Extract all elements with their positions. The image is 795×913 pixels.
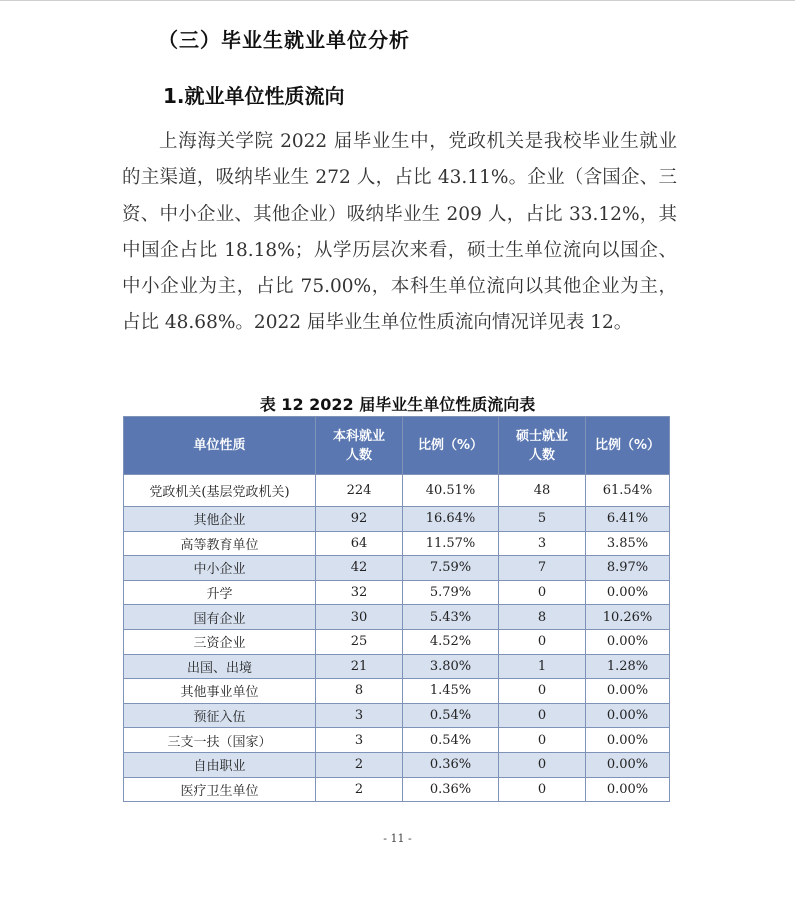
- table-row: [124, 777, 670, 802]
- cell-bachelor-ratio: 40.51%: [403, 475, 499, 507]
- cell-master-ratio: 0.00%: [586, 728, 670, 753]
- cell-unit-type: 党政机关(基层党政机关): [124, 475, 316, 507]
- cell-unit-type: 升学: [124, 580, 316, 605]
- cell-bachelor-count: 3: [316, 703, 403, 728]
- cell-unit-type: 其他企业: [124, 507, 316, 532]
- table-row: [124, 580, 670, 605]
- cell-master-count: 0: [499, 629, 586, 654]
- cell-master-ratio: 0.00%: [586, 629, 670, 654]
- cell-unit-type: 医疗卫生单位: [124, 777, 316, 802]
- header-bachelor-ratio: 比例（%）: [403, 417, 499, 475]
- cell-bachelor-ratio: 11.57%: [403, 531, 499, 556]
- page-number: - 11 -: [383, 832, 412, 845]
- cell-master-ratio: 3.85%: [586, 531, 670, 556]
- cell-bachelor-ratio: 5.43%: [403, 605, 499, 630]
- cell-bachelor-count: 21: [316, 654, 403, 679]
- header-master-count: [499, 417, 586, 475]
- cell-master-ratio: 0.00%: [586, 580, 670, 605]
- table-row: [124, 679, 670, 704]
- page-top-border: [0, 0, 795, 1]
- header-bachelor-count-line2: 人数: [345, 447, 372, 463]
- cell-bachelor-count: 25: [316, 629, 403, 654]
- cell-master-count: 7: [499, 556, 586, 581]
- cell-bachelor-count: 2: [316, 752, 403, 777]
- cell-master-count: 48: [499, 475, 586, 507]
- table-row: [124, 728, 670, 753]
- cell-bachelor-ratio: 0.54%: [403, 728, 499, 753]
- header-master-count-line2: 人数: [528, 447, 555, 463]
- table-row: [124, 752, 670, 777]
- cell-master-count: 0: [499, 728, 586, 753]
- cell-bachelor-ratio: 3.80%: [403, 654, 499, 679]
- cell-unit-type: 国有企业: [124, 605, 316, 630]
- cell-bachelor-count: 32: [316, 580, 403, 605]
- cell-master-count: 0: [499, 777, 586, 802]
- cell-master-count: 0: [499, 679, 586, 704]
- cell-bachelor-ratio: 1.45%: [403, 679, 499, 704]
- cell-master-count: 0: [499, 703, 586, 728]
- cell-master-ratio: 61.54%: [586, 475, 670, 507]
- cell-master-count: 3: [499, 531, 586, 556]
- employment-table: [123, 416, 670, 802]
- cell-master-ratio: 0.00%: [586, 752, 670, 777]
- table-caption: 表 12 2022 届毕业生单位性质流向表: [259, 395, 536, 414]
- header-master-ratio: 比例（%）: [586, 417, 670, 475]
- table-row: [124, 605, 670, 630]
- cell-bachelor-count: 92: [316, 507, 403, 532]
- cell-bachelor-ratio: 7.59%: [403, 556, 499, 581]
- cell-unit-type: 其他事业单位: [124, 679, 316, 704]
- table-row: [124, 703, 670, 728]
- cell-bachelor-ratio: 4.52%: [403, 629, 499, 654]
- cell-master-ratio: 0.00%: [586, 777, 670, 802]
- cell-master-ratio: 6.41%: [586, 507, 670, 532]
- cell-unit-type: 中小企业: [124, 556, 316, 581]
- cell-master-ratio: 1.28%: [586, 654, 670, 679]
- cell-bachelor-count: 64: [316, 531, 403, 556]
- body-paragraph: 上海海关学院 2022 届毕业生中，党政机关是我校毕业生就业的主渠道，吸纳毕业生 272 人，占比 43.11%。企业（含国企、三资、中小企业、其他企业）吸纳毕业生 209 人，占比 33.12%，其中国企占比 18.18%；从学历层次来看，硕士生单位流向以国企、中小企业为主，占比 75.00%，本科生单位流向以其他企业为主，占比 48.68%。2022 届毕业生单位性质流向情况详见表 12。: [122, 131, 677, 334]
- table-row: [124, 629, 670, 654]
- cell-unit-type: 出国、出境: [124, 654, 316, 679]
- cell-master-count: 5: [499, 507, 586, 532]
- cell-unit-type: 高等教育单位: [124, 531, 316, 556]
- cell-master-count: 1: [499, 654, 586, 679]
- table-row: [124, 531, 670, 556]
- cell-bachelor-ratio: 16.64%: [403, 507, 499, 532]
- cell-bachelor-count: 3: [316, 728, 403, 753]
- table-header-row: [124, 417, 670, 475]
- cell-master-count: 8: [499, 605, 586, 630]
- cell-bachelor-ratio: 5.79%: [403, 580, 499, 605]
- cell-unit-type: 预征入伍: [124, 703, 316, 728]
- cell-bachelor-count: 42: [316, 556, 403, 581]
- cell-master-count: 0: [499, 752, 586, 777]
- cell-master-count: 0: [499, 580, 586, 605]
- header-bachelor-count: [316, 417, 403, 475]
- cell-bachelor-ratio: 0.36%: [403, 777, 499, 802]
- cell-master-ratio: 0.00%: [586, 703, 670, 728]
- table-row: [124, 556, 670, 581]
- cell-bachelor-ratio: 0.36%: [403, 752, 499, 777]
- cell-master-ratio: 10.26%: [586, 605, 670, 630]
- header-master-count-line1: 硕士就业: [515, 428, 568, 444]
- cell-bachelor-count: 30: [316, 605, 403, 630]
- cell-unit-type: 自由职业: [124, 752, 316, 777]
- table-body: [124, 475, 670, 802]
- cell-master-ratio: 0.00%: [586, 679, 670, 704]
- table-row: [124, 475, 670, 507]
- cell-bachelor-count: 8: [316, 679, 403, 704]
- cell-bachelor-count: 224: [316, 475, 403, 507]
- cell-unit-type: 三资企业: [124, 629, 316, 654]
- cell-bachelor-count: 2: [316, 777, 403, 802]
- section-heading: （三）毕业生就业单位分析: [158, 28, 410, 52]
- cell-unit-type: 三支一扶（国家）: [124, 728, 316, 753]
- header-unit-type: 单位性质: [124, 417, 316, 475]
- cell-bachelor-ratio: 0.54%: [403, 703, 499, 728]
- cell-master-ratio: 8.97%: [586, 556, 670, 581]
- sub-heading: 1.就业单位性质流向: [163, 84, 345, 108]
- table-row: [124, 507, 670, 532]
- header-bachelor-count-line1: 本科就业: [332, 428, 385, 444]
- table-row: [124, 654, 670, 679]
